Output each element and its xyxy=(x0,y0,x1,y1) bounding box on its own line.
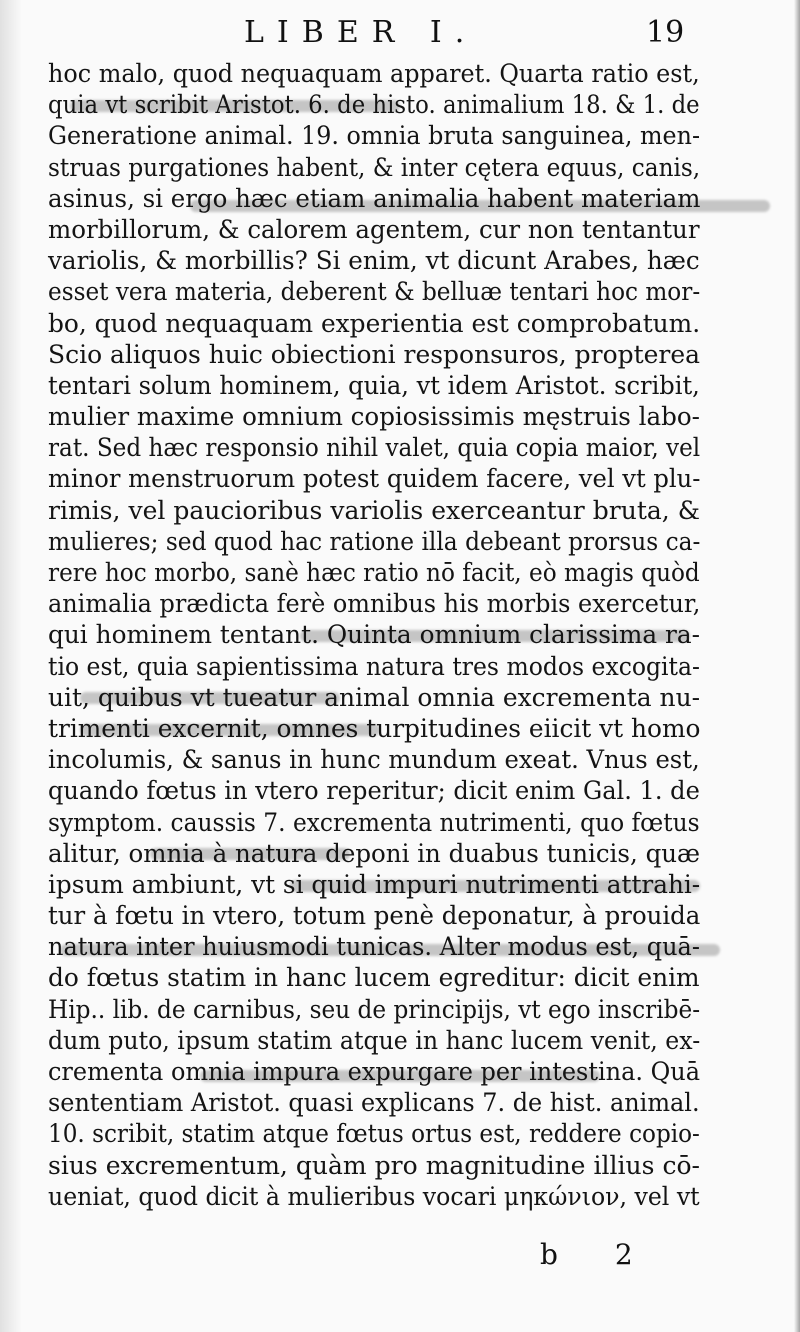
text-line: minor menstruorum potest quidem facere, vel vt plu- xyxy=(48,464,701,494)
page-number: 19 xyxy=(646,15,685,50)
text-line: asinus, si ergo hæc etiam animalia habent materiam xyxy=(48,183,701,213)
text-line: 10. scribit, statim atque fœtus ortus est, reddere copio- xyxy=(48,1119,700,1149)
text-line: rimis, vel paucioribus variolis exerceantur bruta, & xyxy=(48,495,700,525)
text-line: mulier maxime omnium copiosissimis męstruis labo- xyxy=(48,402,700,432)
text-line: trimenti excernit, omnes turpitudines eiicit vt homo xyxy=(48,713,701,743)
gutter-shadow xyxy=(0,0,22,1332)
text-line: crementa omnia impura expurgare per intestina. Quā xyxy=(48,1057,701,1086)
page-edge-shadow xyxy=(794,0,800,1332)
running-head: LIBER I. xyxy=(244,15,478,50)
body-text xyxy=(48,58,700,1212)
text-line: symptom. caussis 7. excrementa nutrimenti, quo fœtus xyxy=(48,807,700,837)
text-line: rere hoc morbo, sanè hæc ratio nō facit, eò magis quòd xyxy=(48,558,700,587)
text-line: sententiam Aristot. quasi explicans 7. de hist. animal. xyxy=(48,1088,700,1118)
text-line: sius excrementum, quàm pro magnitudine illius cō- xyxy=(48,1150,700,1180)
text-line: mulieres; sed quod hac ratione illa debeant prorsus ca- xyxy=(48,526,701,556)
text-line: Hip.. lib. de carnibus, seu de principijs, vt ego inscribē- xyxy=(48,994,701,1024)
text-line: ipsum ambiunt, vt si quid impuri nutrimenti attrahi- xyxy=(48,869,701,899)
text-line: uit, quibus vt tueatur animal omnia excrementa nu- xyxy=(48,682,701,712)
text-line: Scio aliquos huic obiectioni responsuros, propterea xyxy=(48,339,700,369)
text-line: hoc malo, quod nequaquam apparet. Quarta ratio est, xyxy=(48,59,700,88)
signature-mark: b 2 xyxy=(540,1238,657,1271)
text-line: quia vt scribit Aristot. 6. de histo. animalium 18. & 1. de xyxy=(48,90,700,120)
text-line: variolis, & morbillis? Si enim, vt dicunt Arabes, hæc xyxy=(48,246,700,276)
text-line: animalia prædicta ferè omnibus his morbis exercetur, xyxy=(48,589,701,619)
page-header xyxy=(0,12,800,54)
text-line: morbillorum, & calorem agentem, cur non tentantur xyxy=(48,214,700,244)
text-line: quando fœtus in vtero reperitur; dicit enim Gal. 1. de xyxy=(48,776,700,806)
text-line: qui hominem tentant. Quinta omnium clarissima ra- xyxy=(48,620,700,650)
text-line: tio est, quia sapientissima natura tres modos excogita- xyxy=(48,651,700,681)
text-line: bo, quod nequaquam experientia est comprobatum. xyxy=(48,308,701,338)
text-line: rat. Sed hæc responsio nihil valet, quia copia maior, vel xyxy=(48,433,701,463)
text-line: do fœtus statim in hanc lucem egreditur: dicit enim xyxy=(48,963,700,993)
text-line: ueniat, quod dicit à mulieribus vocari μηκώνιον, vel vt xyxy=(48,1181,700,1211)
text-line: tentari solum hominem, quia, vt idem Aristot. scribit, xyxy=(48,370,700,400)
text-line: natura inter huiusmodi tunicas. Alter modus est, quā- xyxy=(48,932,700,962)
text-line: dum puto, ipsum statim atque in hanc lucem venit, ex- xyxy=(48,1025,701,1055)
text-line: struas purgationes habent, & inter cętera equus, canis, xyxy=(48,152,701,182)
text-line: tur à fœtu in vtero, totum penè deponatur, à prouida xyxy=(48,901,701,931)
text-line: incolumis, & sanus in hunc mundum exeat. Vnus est, xyxy=(48,745,700,775)
text-line: esset vera materia, deberent & belluæ tentari hoc mor- xyxy=(48,277,701,307)
text-line: Generatione animal. 19. omnia bruta sanguinea, men- xyxy=(48,121,700,151)
text-line: alitur, omnia à natura deponi in duabus tunicis, quæ xyxy=(48,838,701,868)
